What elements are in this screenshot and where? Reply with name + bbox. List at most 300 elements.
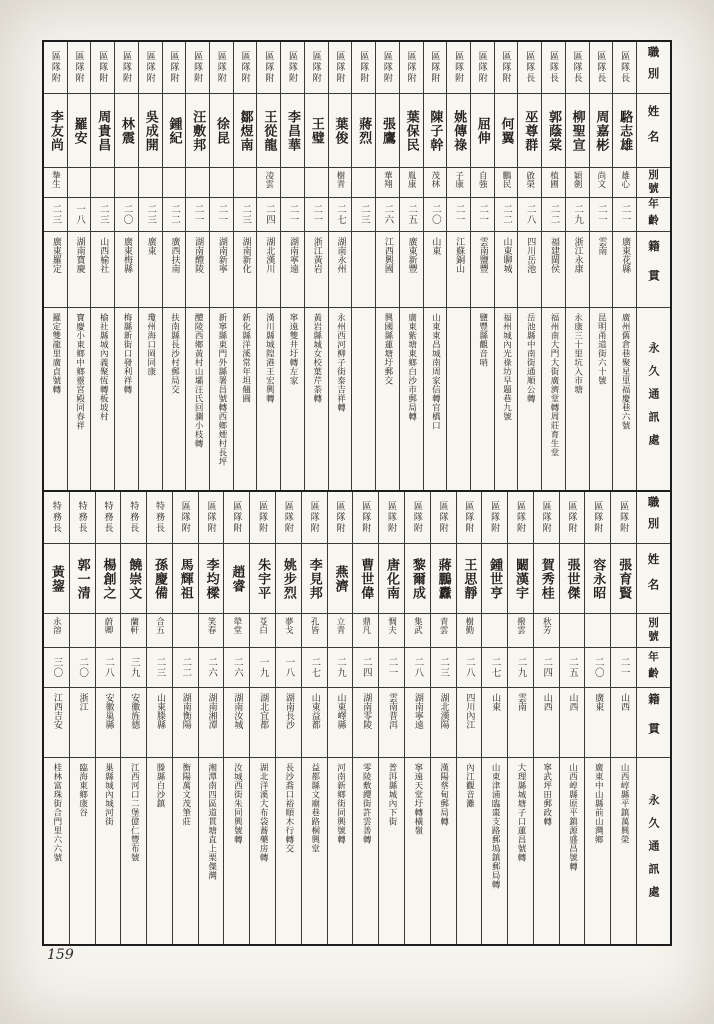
role-cell: 區隊附	[447, 42, 470, 94]
age-cell: 一八	[68, 198, 91, 232]
alias-cell: 撥雲	[508, 614, 533, 648]
address-cell: 羅定雙龍里廣貞號轉	[50, 313, 61, 394]
name-cell: 趙睿	[224, 544, 249, 614]
address-cell: 福州南大門大街廣濟堂轉周莊育生堂	[548, 313, 559, 457]
role-cell: 區隊附	[431, 492, 456, 544]
origin-cell: 江蘇銅山	[447, 232, 470, 308]
name-cell: 王從龍	[257, 94, 280, 168]
alias-cell: 樹勤	[457, 614, 482, 648]
person-column	[139, 42, 163, 490]
age-cell: 二一	[281, 198, 304, 232]
origin-cell: 湖南寧遠	[405, 688, 430, 758]
age-cell: 二一	[305, 198, 328, 232]
address-cell: 汝城西街朱同興號轉	[232, 763, 243, 844]
person-column	[186, 42, 210, 490]
role-cell: 區隊附	[560, 492, 585, 544]
origin-cell: 湖南醴陵	[186, 232, 209, 308]
alias-cell	[163, 168, 186, 198]
alias-cell: 孔皆	[302, 614, 327, 648]
role-cell: 特務長	[96, 492, 121, 544]
role-cell: 區隊附	[424, 42, 447, 94]
alias-cell	[70, 614, 95, 648]
age-cell: 二二	[173, 648, 198, 688]
name-cell: 馬輝祖	[173, 544, 198, 614]
name-cell: 饒崇文	[121, 544, 146, 614]
address-cell: 廣東紫塘東鄉白沙市郵局轉	[406, 313, 417, 421]
alias-cell: 摯生	[44, 168, 67, 198]
age-cell: 三〇	[44, 648, 69, 688]
address-cell: 榆社縣城內義聚恆轉板坡村	[98, 313, 109, 421]
person-column	[250, 492, 276, 944]
role-cell: 區隊附	[186, 42, 209, 94]
address-cell: 永州西河柳子街泰吉祥轉	[335, 313, 346, 412]
origin-cell: 湖南寧遠	[281, 232, 304, 308]
address-cell: 內江觀音灘	[464, 763, 475, 808]
alias-cell: 合五	[147, 614, 172, 648]
person-column	[121, 492, 147, 944]
role-cell: 區隊附	[471, 42, 494, 94]
name-cell: 姚步烈	[276, 544, 301, 614]
header-role: 職別	[637, 492, 670, 544]
age-cell: 二〇	[115, 198, 138, 232]
alias-cell	[115, 168, 138, 198]
alias-cell	[352, 168, 375, 198]
origin-cell: 安徽巢縣	[96, 688, 121, 758]
role-cell: 區隊附	[276, 492, 301, 544]
address-cell: 梅縣新街口發利祥轉	[122, 313, 133, 394]
header-name: 姓名	[637, 94, 670, 168]
address-cell: 益都縣文廟巷路桐興堂	[309, 763, 320, 853]
name-cell: 鄒煜南	[234, 94, 257, 168]
origin-cell: 四川內江	[457, 688, 482, 758]
person-column	[305, 42, 329, 490]
address-cell: 湖北洋溪大布袋蕎藥房轉	[258, 763, 269, 862]
alias-cell: 笑春	[199, 614, 224, 648]
name-cell: 李見邦	[302, 544, 327, 614]
person-column	[471, 42, 495, 490]
origin-cell: 廣東	[585, 688, 610, 758]
role-cell: 區隊長	[613, 42, 636, 94]
person-column	[566, 42, 590, 490]
age-cell: 二八	[518, 198, 541, 232]
age-cell: 二三	[44, 198, 67, 232]
age-cell: 三九	[121, 648, 146, 688]
alias-cell	[585, 614, 610, 648]
role-cell: 區隊長	[542, 42, 565, 94]
role-cell: 區隊附	[534, 492, 559, 544]
header-origin: 籍貫	[637, 688, 670, 758]
header-role: 職別	[637, 42, 670, 94]
name-cell: 羅安	[68, 94, 91, 168]
address-cell: 瓊州海口岡同康	[145, 313, 156, 376]
address-cell: 湘潭南四區道貫塘直上栗傑灣	[206, 763, 217, 880]
role-cell: 區隊附	[115, 42, 138, 94]
origin-cell: 湖北漢川	[257, 232, 280, 308]
person-column	[590, 42, 614, 490]
address-cell: 新化縣洋溪常年坦翹圓	[240, 313, 251, 403]
age-cell: 二八	[457, 648, 482, 688]
person-column	[611, 492, 637, 944]
role-cell: 區隊長	[590, 42, 613, 94]
alias-cell: 子康	[447, 168, 470, 198]
age-cell: 二三	[91, 198, 114, 232]
address-cell: 興國縣蓮塘圩郵交	[382, 313, 393, 385]
age-cell: 二三	[352, 198, 375, 232]
person-column	[353, 492, 379, 944]
name-cell: 王璧	[305, 94, 328, 168]
address-cell: 廣州舊倉巷聚星里福慶巷六號	[620, 313, 631, 430]
alias-cell: 鵬民	[495, 168, 518, 198]
origin-cell: 山東嶧縣	[328, 688, 353, 758]
name-cell: 吳成開	[139, 94, 162, 168]
address-cell: 福州城內光祿坊早題巷九號	[501, 313, 512, 421]
person-column	[257, 42, 281, 490]
name-cell: 王思靜	[457, 544, 482, 614]
origin-cell: 山東滕縣	[147, 688, 172, 758]
role-cell: 區隊附	[353, 492, 378, 544]
role-cell: 區隊附	[482, 492, 507, 544]
name-cell: 駱志雄	[613, 94, 636, 168]
person-column	[508, 492, 534, 944]
name-cell: 徐昆	[210, 94, 233, 168]
person-column	[352, 42, 376, 490]
origin-cell: 雲南鹽豐	[471, 232, 494, 308]
person-column	[44, 42, 68, 490]
name-cell: 陳子幹	[424, 94, 447, 168]
alias-cell: 胤康	[400, 168, 423, 198]
address-cell: 黃岩縣城女校葉芹荼轉	[311, 313, 322, 403]
age-cell: 二三	[147, 648, 172, 688]
alias-cell: 凌雲	[257, 168, 280, 198]
role-cell: 區隊附	[257, 42, 280, 94]
age-cell: 二八	[405, 648, 430, 688]
person-column	[70, 492, 96, 944]
person-column	[329, 42, 353, 490]
age-cell: 二一	[471, 198, 494, 232]
alias-cell: 集武	[405, 614, 430, 648]
address-cell: 臨海東鄉康谷	[77, 763, 88, 817]
page-number: 159	[47, 947, 74, 963]
name-cell: 燕濟	[328, 544, 353, 614]
role-cell: 特務長	[44, 492, 69, 544]
role-cell: 區隊附	[44, 42, 67, 94]
origin-cell: 四川岳池	[518, 232, 541, 308]
origin-cell: 山東	[482, 688, 507, 758]
age-cell: 二一	[590, 198, 613, 232]
role-cell: 特務長	[70, 492, 95, 544]
role-cell: 區隊附	[376, 42, 399, 94]
role-cell: 區隊附	[250, 492, 275, 544]
name-cell: 蔣鵬纛	[431, 544, 456, 614]
age-cell: 二八	[96, 648, 121, 688]
person-column	[534, 492, 560, 944]
person-column	[379, 492, 405, 944]
header-column	[637, 42, 670, 490]
address-cell: 零陵敷纓街許雲善轉	[361, 763, 372, 844]
origin-cell: 山西	[611, 688, 636, 758]
name-cell: 鍾紀	[163, 94, 186, 168]
header-name: 姓名	[637, 544, 670, 614]
person-column	[542, 42, 566, 490]
name-cell: 朱宇平	[250, 544, 275, 614]
person-column	[224, 492, 250, 944]
origin-cell: 安徽旌德	[121, 688, 146, 758]
person-column	[234, 42, 258, 490]
name-cell: 容永昭	[585, 544, 610, 614]
origin-cell: 山東益都	[302, 688, 327, 758]
name-cell: 張鷹	[376, 94, 399, 168]
roster-table-top	[44, 42, 670, 492]
age-cell: 二三	[139, 198, 162, 232]
alias-cell: 茂林	[424, 168, 447, 198]
alias-cell: 尚文	[590, 168, 613, 198]
alias-cell	[482, 614, 507, 648]
age-cell: 二七	[302, 648, 327, 688]
name-cell: 屈伸	[471, 94, 494, 168]
origin-cell: 湖南永州	[329, 232, 352, 308]
header-alias: 別號	[637, 614, 670, 648]
name-cell: 周嘉彬	[590, 94, 613, 168]
address-cell: 昆明甬道街六十號	[596, 313, 607, 385]
address-cell: 普洱縣城內下街	[387, 763, 398, 826]
alias-cell: 立青	[328, 614, 353, 648]
address-cell: 衡陽萬文茂筆莊	[180, 763, 191, 826]
alias-cell: 惆夫	[379, 614, 404, 648]
alias-cell: 犖堂	[224, 614, 249, 648]
name-cell: 巫尊群	[518, 94, 541, 168]
person-column	[482, 492, 508, 944]
role-cell: 區隊附	[352, 42, 375, 94]
origin-cell: 雲南	[508, 688, 533, 758]
address-cell: 扶南縣長沙村郵局交	[169, 313, 180, 394]
header-address: 永久通訊處	[646, 793, 660, 909]
person-column	[91, 42, 115, 490]
role-cell: 區隊附	[400, 42, 423, 94]
alias-cell: 芟白	[250, 614, 275, 648]
person-column	[400, 42, 424, 490]
person-column	[376, 42, 400, 490]
alias-cell	[234, 168, 257, 198]
name-cell: 葉保民	[400, 94, 423, 168]
origin-cell: 山東聊城	[495, 232, 518, 308]
origin-cell: 浙江	[70, 688, 95, 758]
address-cell: 山東津浦臨棗支路郵塢鎮郵局轉	[490, 763, 501, 889]
origin-cell: 湖北宜都	[250, 688, 275, 758]
role-cell: 區隊附	[163, 42, 186, 94]
origin-cell: 湖南湘潭	[199, 688, 224, 758]
role-cell: 特務長	[121, 492, 146, 544]
role-cell: 區隊附	[328, 492, 353, 544]
age-cell: 二五	[400, 198, 423, 232]
name-cell: 姚傳祿	[447, 94, 470, 168]
alias-cell	[560, 614, 585, 648]
age-cell: 二四	[534, 648, 559, 688]
alias-cell	[68, 168, 91, 198]
origin-cell: 湖南寶慶	[68, 232, 91, 308]
role-cell: 區隊長	[566, 42, 589, 94]
role-cell: 區隊附	[91, 42, 114, 94]
person-column	[276, 492, 302, 944]
role-cell: 區隊附	[139, 42, 162, 94]
alias-cell	[173, 614, 198, 648]
person-column	[560, 492, 586, 944]
alias-cell: 蘭軒	[121, 614, 146, 648]
role-cell: 區隊附	[305, 42, 328, 94]
person-column	[96, 492, 122, 944]
age-cell: 二三	[431, 648, 456, 688]
name-cell: 賀秀桂	[534, 544, 559, 614]
alias-cell: 自強	[471, 168, 494, 198]
age-cell: 二二	[542, 198, 565, 232]
alias-cell: 鼎凡	[353, 614, 378, 648]
origin-cell: 湖南衡陽	[173, 688, 198, 758]
person-column	[199, 492, 225, 944]
origin-cell: 山西	[534, 688, 559, 758]
origin-cell: 山西榆社	[91, 232, 114, 308]
person-column	[44, 492, 70, 944]
origin-cell: 湖南汝城	[224, 688, 249, 758]
age-cell: 二一	[210, 198, 233, 232]
address-cell: 大理縣城塘子口蓮昌號轉	[515, 763, 526, 862]
person-column	[281, 42, 305, 490]
age-cell: 二九	[566, 198, 589, 232]
age-cell: 二九	[328, 648, 353, 688]
person-column	[328, 492, 354, 944]
address-cell: 河南新鄉街同興號轉	[335, 763, 346, 844]
person-column	[68, 42, 92, 490]
alias-cell: 啟榮	[518, 168, 541, 198]
person-column	[447, 42, 471, 490]
age-cell: 二三	[234, 198, 257, 232]
person-column	[613, 42, 637, 490]
origin-cell: 浙江黃岩	[305, 232, 328, 308]
origin-cell: 湖南長沙	[276, 688, 301, 758]
person-column	[585, 492, 611, 944]
role-cell: 區隊附	[495, 42, 518, 94]
name-cell: 李均樑	[199, 544, 224, 614]
name-cell: 柳聖宣	[566, 94, 589, 168]
name-cell: 唐化南	[379, 544, 404, 614]
alias-cell	[210, 168, 233, 198]
origin-cell	[352, 232, 375, 308]
age-cell: 一九	[250, 648, 275, 688]
alias-cell: 青雲	[431, 614, 456, 648]
origin-cell: 廣東	[139, 232, 162, 308]
origin-cell: 廣東花縣	[613, 232, 636, 308]
alias-cell: 夢戈	[276, 614, 301, 648]
alias-cell: 樹青	[329, 168, 352, 198]
person-column	[302, 492, 328, 944]
header-column	[637, 492, 670, 944]
age-cell: 二五	[560, 648, 585, 688]
address-cell: 長沙喬口裕順木行轉交	[283, 763, 294, 853]
age-cell: 二四	[257, 198, 280, 232]
origin-cell: 廣東梅縣	[115, 232, 138, 308]
age-cell: 二一	[186, 198, 209, 232]
alias-cell	[186, 168, 209, 198]
address-cell: 巢縣城內城河街	[103, 763, 114, 826]
person-column	[115, 42, 139, 490]
name-cell: 孫慶備	[147, 544, 172, 614]
alias-cell: 穎劍	[566, 168, 589, 198]
alias-cell	[91, 168, 114, 198]
role-cell: 區隊附	[68, 42, 91, 94]
alias-cell	[139, 168, 162, 198]
age-cell: 二七	[482, 648, 507, 688]
origin-cell: 浙江永康	[566, 232, 589, 308]
name-cell: 曹世偉	[353, 544, 378, 614]
age-cell: 一八	[276, 648, 301, 688]
name-cell: 張育賢	[611, 544, 636, 614]
role-cell: 區隊附	[611, 492, 636, 544]
header-age: 年齡	[637, 648, 670, 688]
name-cell: 葉俊	[329, 94, 352, 168]
person-column	[210, 42, 234, 490]
address-cell: 新寧縣東門外縣署昌號轉西鄉煙村長坪	[216, 313, 227, 466]
person-column	[147, 492, 173, 944]
alias-cell: 雄心	[613, 168, 636, 198]
age-cell: 二〇	[424, 198, 447, 232]
alias-cell: 永溶	[44, 614, 69, 648]
alias-cell: 植圃	[542, 168, 565, 198]
person-column	[163, 42, 187, 490]
person-column	[457, 492, 483, 944]
origin-cell: 湖北漢陽	[431, 688, 456, 758]
age-cell: 二一	[613, 198, 636, 232]
roster-sheet	[42, 40, 672, 946]
role-cell: 特務長	[147, 492, 172, 544]
name-cell: 張世傑	[560, 544, 585, 614]
address-cell: 岳池縣中南街通順公轉	[525, 313, 536, 403]
role-cell: 區隊附	[329, 42, 352, 94]
person-column	[424, 42, 448, 490]
address-cell: 廣東中山縣前山灣鄉	[593, 763, 604, 844]
origin-cell: 廣東新豐	[400, 232, 423, 308]
address-cell: 江西河口二堡億仁豐布號	[129, 763, 140, 862]
age-cell: 二四	[353, 648, 378, 688]
role-cell: 區隊附	[405, 492, 430, 544]
name-cell: 鍾世亨	[482, 544, 507, 614]
role-cell: 區隊附	[281, 42, 304, 94]
age-cell: 二二	[495, 198, 518, 232]
origin-cell: 湖南新化	[234, 232, 257, 308]
address-cell: 滕縣白沙鎮	[155, 763, 166, 808]
age-cell: 二二	[163, 198, 186, 232]
name-cell: 李友尚	[44, 94, 67, 168]
alias-cell	[281, 168, 304, 198]
header-address: 永久通訊處	[646, 341, 660, 457]
address-cell: 寧遠天堂圩轉橫嶺	[412, 763, 423, 835]
address-cell: 醴陵西鄉黃村山壩汪氏回瀾小枝轉	[193, 313, 204, 448]
age-cell: 二六	[376, 198, 399, 232]
name-cell: 黎爾成	[405, 544, 430, 614]
alias-cell: 秋芳	[534, 614, 559, 648]
origin-cell: 廣東羅定	[44, 232, 67, 308]
age-cell: 二一	[611, 648, 636, 688]
role-cell: 區隊附	[224, 492, 249, 544]
role-cell: 區隊附	[585, 492, 610, 544]
address-cell: 漢川縣城隍港王宏興轉	[264, 313, 275, 403]
alias-cell	[611, 614, 636, 648]
header-alias: 別號	[637, 168, 670, 198]
origin-cell: 山東	[424, 232, 447, 308]
role-cell: 區隊附	[234, 42, 257, 94]
address-cell: 永康三十里坑入市塘	[572, 313, 583, 394]
name-cell: 蔣烈	[352, 94, 375, 168]
origin-cell: 雲南	[590, 232, 613, 308]
age-cell: 二七	[329, 198, 352, 232]
role-cell: 區隊附	[379, 492, 404, 544]
